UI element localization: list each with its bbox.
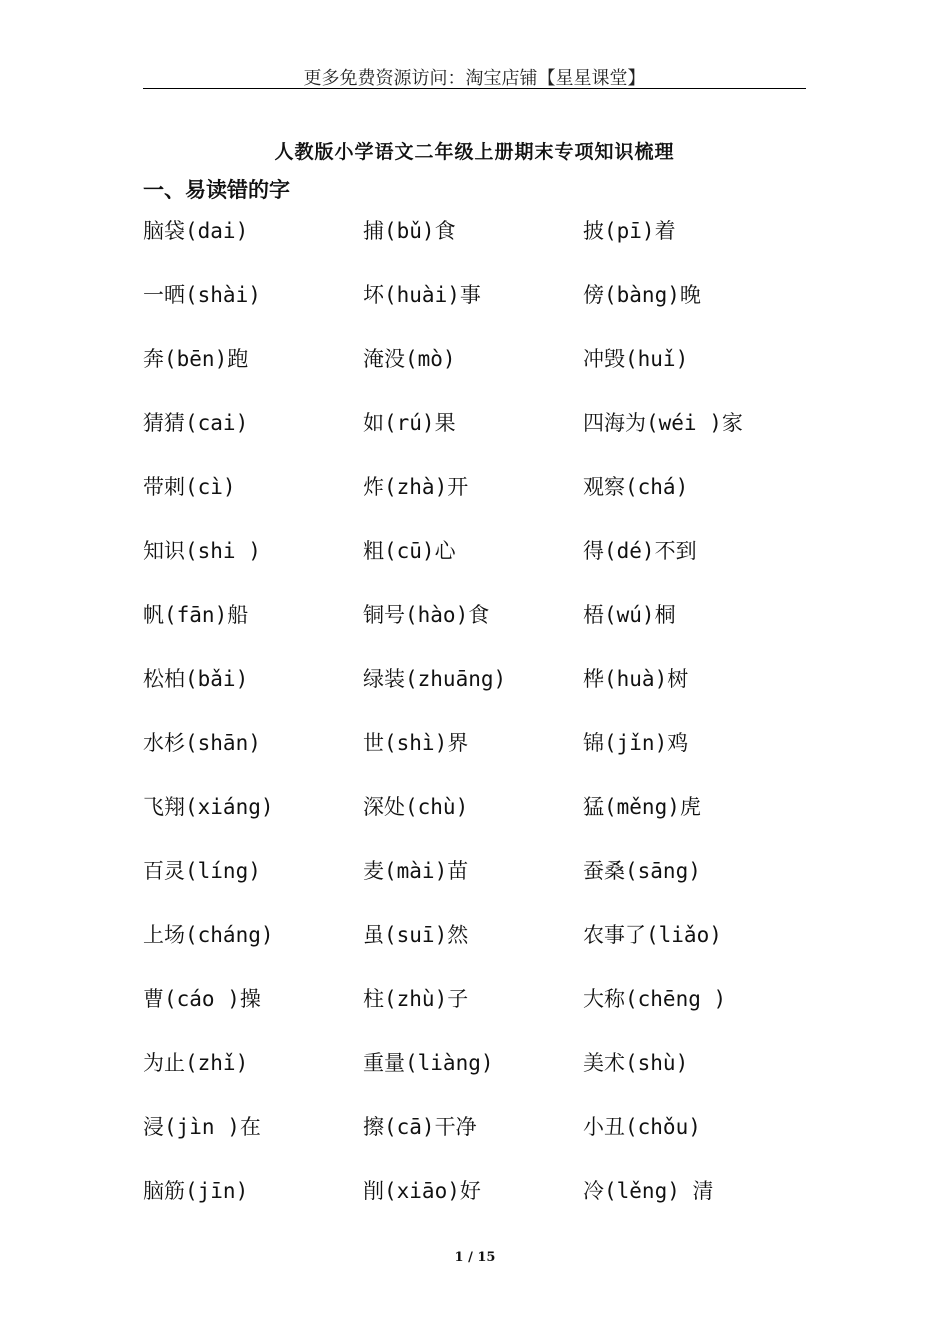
table-row (143, 663, 806, 703)
table-row (143, 919, 806, 959)
table-row (143, 471, 806, 511)
word-entry: 飞翔(xiáng) (143, 795, 274, 819)
word-entry: 绿装(zhuāng) (363, 667, 507, 691)
word-entry: 奔(bēn)跑 (143, 347, 249, 371)
word-entry: 梧(wú)桐 (583, 603, 676, 627)
table-row (143, 599, 806, 639)
table-row (143, 1047, 806, 1087)
word-entry: 脑袋(dai) (143, 219, 249, 243)
table-row (143, 279, 806, 319)
word-entry: 世(shì)界 (363, 731, 469, 755)
table-row (143, 343, 806, 383)
word-entry: 猜猜(cai) (143, 411, 249, 435)
word-entry: 上场(cháng) (143, 923, 274, 947)
word-entry: 小丑(chǒu) (583, 1115, 701, 1139)
word-entry: 如(rú)果 (363, 411, 456, 435)
word-entry: 捕(bǔ)食 (363, 219, 456, 243)
word-entry: 炸(zhà)开 (363, 475, 469, 499)
word-entry: 得(dé)不到 (583, 539, 697, 563)
word-entry: 披(pī)着 (583, 219, 676, 243)
word-entry: 深处(chù) (363, 795, 469, 819)
word-entry: 一晒(shài) (143, 283, 261, 307)
page-header: 更多免费资源访问：淘宝店铺【星星课堂】 (303, 68, 646, 89)
word-entry: 百灵(líng) (143, 859, 261, 883)
table-row (143, 535, 806, 575)
table-row (143, 1111, 806, 1151)
word-entry: 知识(shi ) (143, 539, 261, 563)
word-entry: 柱(zhù)子 (363, 987, 469, 1011)
table-row (143, 983, 806, 1023)
word-entry: 铜号(hào)食 (363, 603, 490, 627)
word-entry: 帆(fān)船 (143, 603, 249, 627)
header-divider (143, 88, 806, 89)
word-entry: 淹没(mò) (363, 347, 456, 371)
document-title: 人教版小学语文二年级上册期末专项知识梳理 (274, 141, 675, 163)
table-row (143, 791, 806, 831)
word-entry: 蚕桑(sāng) (583, 859, 701, 883)
table-row (143, 855, 806, 895)
word-entry: 重量(liàng) (363, 1051, 494, 1075)
word-entry: 农事了(liǎo) (583, 923, 722, 947)
word-entry: 锦(jǐn)鸡 (583, 731, 689, 755)
word-entry: 美术(shù) (583, 1051, 689, 1075)
word-entry: 粗(cū)心 (363, 539, 456, 563)
word-entry: 麦(mài)苗 (363, 859, 469, 883)
word-entry: 脑筋(jīn) (143, 1179, 249, 1203)
word-entry: 浸(jìn )在 (143, 1115, 261, 1139)
word-entry: 为止(zhǐ) (143, 1051, 249, 1075)
table-row (143, 727, 806, 767)
word-entry: 猛(měng)虎 (583, 795, 701, 819)
table-row (143, 215, 806, 255)
table-row (143, 407, 806, 447)
word-entry: 擦(cā)干净 (363, 1115, 477, 1139)
word-entry: 桦(huà)树 (583, 667, 689, 691)
word-entry: 松柏(bǎi) (143, 667, 249, 691)
word-entry: 大称(chēng ) (583, 987, 727, 1011)
word-entry: 冲毁(huǐ) (583, 347, 689, 371)
word-entry: 坏(huài)事 (363, 283, 481, 307)
word-entry: 傍(bàng)晚 (583, 283, 701, 307)
word-entry: 削(xiāo)好 (363, 1179, 481, 1203)
word-entry: 水杉(shān) (143, 731, 261, 755)
page-number: 1 / 15 (454, 1250, 496, 1265)
word-entry: 虽(suī)然 (363, 923, 469, 947)
word-entry: 四海为(wéi )家 (583, 411, 743, 435)
word-entry: 曹(cáo )操 (143, 987, 261, 1011)
word-entry: 带刺(cì) (143, 475, 236, 499)
word-entry: 冷(lěng) 清 (583, 1179, 714, 1203)
word-entry: 观察(chá) (583, 475, 689, 499)
section-heading: 一、易读错的字 (143, 177, 290, 202)
table-row (143, 1175, 806, 1215)
